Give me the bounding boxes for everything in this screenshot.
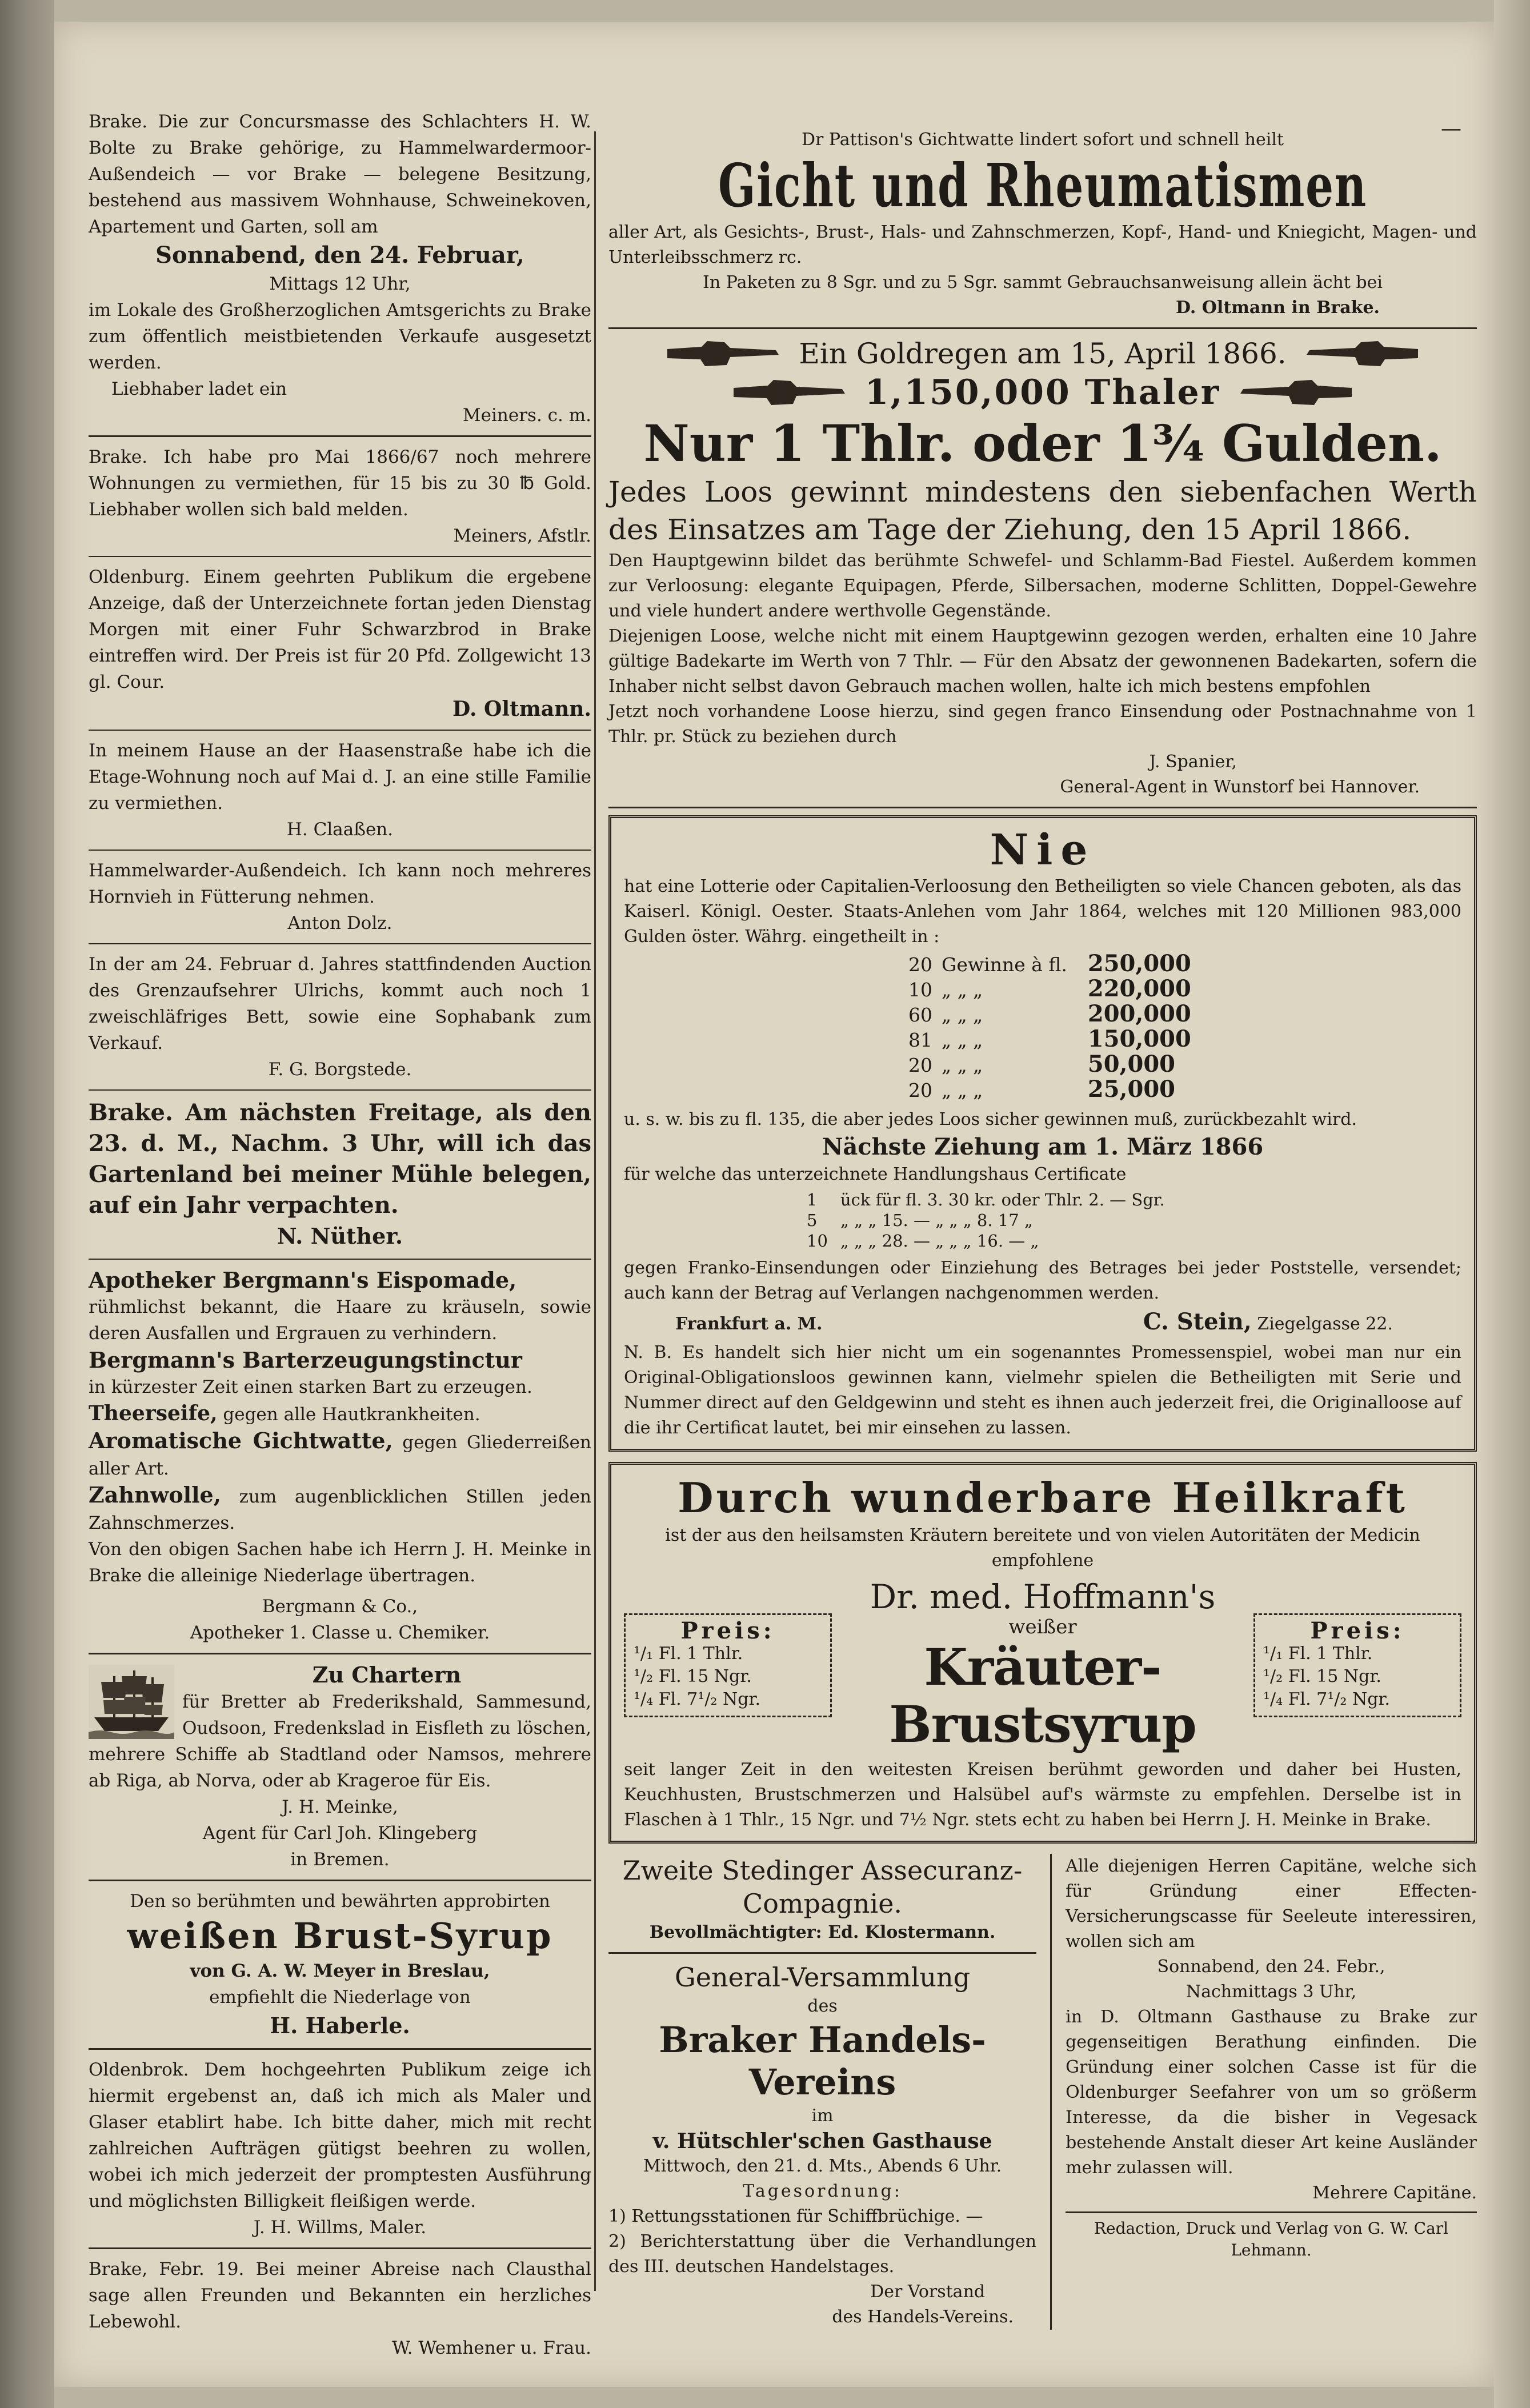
ad-city: Frankfurt a. M. [675,1314,823,1334]
ad-text: ist der aus den heilsamsten Kräutern bereitete und von vielen Autoritäten der Medicin empfohlene [665,1525,1420,1570]
ad-auction [89,951,591,1083]
ad-gartenland [89,1097,591,1252]
price-box-left [624,1613,832,1717]
prize-row [892,1077,1200,1103]
ad-text: Oldenbrok. Dem hochgeehrten Publikum zeige ich hiermit ergebenst an, daß ich mich als Maler und Glaser etablirt habe. Ich bitte daher, mich mit recht zahlreichen Aufträgen gütigst beehren zu wollen, wobei ich mich jederzeit der promptesten Ausführung und möglichsten Billigkeit fleißigen werde. [89,2060,591,2211]
prize-count: 60 [908,1004,932,1026]
divider [608,1952,1036,1954]
ad-price: In Paketen zu 8 Sgr. und zu 5 Sgr. sammt Gebrauchsanweisung allein ächt bei [703,273,1383,293]
headline-price: Nur 1 Thlr. oder 1¾ Gulden. [643,414,1442,473]
ad-text: von G. A. W. Meyer in Breslau, [190,1961,490,1981]
ad-firm: C. Stein, [1143,1308,1252,1335]
certificate-price: ück für fl. 3. 30 kr. oder Thlr. 2. — Sgr. [840,1190,1165,1209]
ad-text: u. s. w. bis zu fl. 135, die aber jedes Loos sicher gewinnen muß, zurückbezahlt wird. [624,1109,1357,1129]
divider [89,1259,591,1260]
prize-amount: 25,000 [1087,1076,1175,1103]
prize-amount: 250,000 [1087,950,1191,977]
certificate-table [807,1189,1177,1251]
ad-text: seit langer Zeit in den weitesten Kreisen berühmt geworden und daher bei Husten, Keuchhusten, Brustschmerzen und Halsübel auf's wärmste zu empfehlen. Derselbe ist in Flaschen à 1 Thlr., 15 Ngr. und 7½ Ngr. stets echt zu haben bei Herrn J. H. Meinke in Brake. [624,1760,1461,1830]
ad-heading: Nie [990,826,1096,875]
product-heading: Zahnwolle, [89,1482,221,1508]
divider [89,943,591,944]
ad-signature: Mehrere Capitäne. [1312,2183,1477,2203]
prize-amount: 220,000 [1087,975,1191,1002]
ad-text: Brake. Am nächsten Freitage, als den 23. d. M., Nachm. 3 Uhr, will ich das Gartenland bei meiner Mühle belegen, auf ein Jahr verpachten. [89,1099,591,1219]
ad-assecuranz-line: Zweite Stedinger Assecuranz- [622,1855,1023,1886]
ad-signature: J. H. Meinke, [282,1797,398,1817]
divider [89,850,591,851]
ad-signature: J. Spanier, [1149,752,1237,772]
prize-amount: 200,000 [1087,1000,1191,1027]
ad-signature: F. G. Borgstede. [268,1059,412,1080]
prize-label: „ „ „ [942,979,983,1001]
ad-wohnungen [89,444,591,549]
agenda-item: 1) Rettungsstationen für Schiffbrüchige. — [608,2206,983,2226]
certificate-price: „ „ „ 15. — „ „ „ 8. 17 „ [840,1211,1033,1230]
prize-count: 20 [908,1054,932,1076]
divider [608,807,1477,808]
ad-heading: weißen Brust-Syrup [127,1915,553,1957]
prize-label: „ „ „ [942,1054,983,1076]
certificate-row [807,1210,1177,1231]
ad-text: Von den obigen Sachen habe ich Herrn J. H. Meinke in Brake die alleinige Niederlage übertragen. [89,1539,591,1586]
product-heading: Bergmann's Barterzeugungstinctur [89,1347,522,1373]
ad-date: Mittwoch, den 21. d. Mts., Abends 6 Uhr. [643,2156,1002,2176]
column-divider [594,131,596,2291]
agenda-item: 2) Berichterstattung über die Verhandlungen des III. deutschen Handelstages. [608,2231,1037,2277]
ad-text: Brake. Ich habe pro Mai 1866/67 noch mehrere Wohnungen zu vermiethen, für 15 bis zu 30 ℔ Gold. Liebhaber wollen sich bald melden. [89,447,591,520]
ad-brust-syrup [89,1888,591,2041]
ad-signature: W. Wemhener u. Frau. [392,2338,591,2358]
product-title [832,1578,1253,1753]
prize-count: 10 [908,979,932,1001]
ad-text: für Bretter ab Frederikshald, Sammesund, Oudsoon, Fredenkslad in Eisfleth zu löschen, mehrere Schiffe ab Stadtland oder Namsos, mehrere ab Riga, ab Norva, oder ab Krageroe für Eis. [89,1692,591,1791]
prize-row [892,1027,1200,1052]
ad-assecuranz-agent: Bevollmächtigter: Ed. Klostermann. [649,1922,996,1942]
ad-signature: Anton Dolz. [287,913,392,933]
certificate-count: 1 [807,1190,818,1209]
divider [608,327,1477,329]
ad-date: Sonnabend, den 24. Februar, [155,242,524,269]
product-text: in kürzester Zeit einen starken Bart zu erzeugen. [89,1377,532,1397]
ad-signature: General-Agent in Wunstorf bei Hannover. [1060,777,1420,797]
headline-goldregen: Ein Goldregen am 15, April 1866. [799,337,1287,370]
prize-label: „ „ „ [942,1029,983,1051]
product-maker: Dr. med. Hoffmann's [870,1577,1216,1616]
lower-section [608,1854,1477,2330]
ad-text: Diejenigen Loose, welche nicht mit einem Hauptgewinn gezogen werden, erhalten eine 10 Jahre gültige Badekarte im Werth von 7 Thlr. — Für den Absatz der gewonnenen Badekarten, sofern die Inhaber nicht selbst davon Gebrauch machen wollen, halte ich mich bestens empfohlen [608,626,1477,696]
price-heading: Preis: [1310,1617,1405,1644]
ad-signature: Meiners. c. m. [462,405,591,426]
price-line: ¹/₂ Fl. 15 Ngr. [1263,1666,1381,1686]
price-line: ¹/₁ Fl. 1 Thlr. [634,1644,743,1664]
divider [89,1653,591,1654]
product-heading: Apotheker Bergmann's Eispomade, [89,1267,517,1293]
product-text: zum augenblicklichen Stillen jeden Zahnschmerzes. [89,1487,591,1533]
product-heading: Theerseife, [89,1401,218,1425]
product-row [624,1578,1461,1753]
pointing-hand-icon [667,336,782,371]
ad-heading: Gicht und Rheumatismen [718,150,1367,221]
certificate-price: „ „ „ 28. — „ „ „ 16. — „ [840,1231,1039,1251]
prize-amount: 150,000 [1087,1025,1191,1052]
ad-signature: Der Vorstand [870,2282,986,2302]
right-column [608,129,1477,2330]
book-binding [0,0,54,2408]
ad-body: im Lokale des Großherzoglichen Amtsgerichts zu Brake zum öffentlich meistbietenden Verkaufe ausgesetzt werden. [89,300,591,373]
ad-date: Sonnabend, den 24. Febr., [1157,1957,1385,1977]
ad-etage-wohnung [89,738,591,843]
ad-signature: D. Oltmann in Brake. [1175,298,1380,318]
ad-note: N. B. Es handelt sich hier nicht um ein sogenanntes Promessenspiel, wobei man nur ein Original-Obligationsloos gewinnen kann, vielmehr spielen die Betheiligten mit Serie und Nummer direct auf den Geldgewinn und steht es ihnen auch jederzeit frei, die Originalloose auf die ihr Certificat lautet, bei mir einsehen zu lassen. [624,1343,1461,1438]
ad-text: empfiehlt die Niederlage von [209,1987,471,2008]
certificate-count: 10 [807,1231,828,1251]
ad-hoffmann [608,1462,1477,1844]
prize-row [892,952,1200,977]
page-mark: — [1441,117,1461,141]
imprint: Redaction, Druck und Verlag von G. W. Carl Lehmann. [1066,2211,1477,2261]
price-line: ¹/₄ Fl. 7¹/₂ Ngr. [1263,1689,1390,1709]
divider [89,730,591,731]
pointing-hand-icon [1237,375,1352,410]
ad-bergmann [89,1267,591,1646]
divider [89,2048,591,2050]
ad-text: Brake, Febr. 19. Bei meiner Abreise nach Clausthal sage allen Freunden und Bekannten ein herzliches Lebewohl. [89,2259,591,2332]
ad-signature: Agent für Carl Joh. Klingeberg [202,1823,478,1844]
ad-signature: N. Nüther. [277,1223,403,1249]
pointing-hand-icon [734,375,848,410]
ad-gichtwatte [608,129,1477,320]
ad-signature: Bergmann & Co., [262,1596,418,1617]
certificate-row [807,1189,1177,1210]
ad-address: Ziegelgasse 22. [1257,1314,1393,1334]
prize-label: Gewinne à fl. [942,953,1067,976]
headline-row [608,371,1477,414]
headline-thaler: 1,150,000 Thaler [864,372,1221,412]
product-qualifier: weißer [1008,1616,1077,1638]
ship-icon [89,1665,174,1739]
prize-count: 20 [908,953,932,976]
ad-signature: Meiners, Afstlr. [453,526,591,546]
ad-heading: Zu Chartern [312,1662,462,1688]
ad-intro: Dr Pattison's Gichtwatte lindert sofort und schnell heilt [802,130,1284,150]
prize-row [892,977,1200,1002]
ad-text: Hammelwarder-Außendeich. Ich kann noch mehreres Hornvieh in Fütterung nehmen. [89,860,591,907]
certificate-row [807,1231,1177,1251]
product-text: gegen alle Hautkrankheiten. [223,1404,480,1425]
ad-invite: Liebhaber ladet ein [111,379,287,399]
divider [89,1880,591,1881]
ad-text: Alle diejenigen Herren Capitäne, welche sich für Gründung einer Effecten-Versicherungscasse für Seeleute interessiren, wollen sich am [1066,1856,1477,1952]
prize-row [892,1052,1200,1077]
ad-heading: Durch wunderbare Heilkraft [678,1473,1408,1522]
prize-amount: 50,000 [1087,1051,1175,1077]
product-text: rühmlichst bekannt, die Haare zu kräuseln, sowie deren Ausfallen und Ergrauen zu verhindern. [89,1297,591,1344]
lower-right [1052,1854,1477,2330]
price-box-right [1253,1613,1461,1717]
ad-schwarzbrod [89,564,591,723]
pointing-hand-icon [1304,336,1418,371]
ad-versammlung-head: General-Versammlung [675,1962,971,1993]
ad-time: Mittags 12 Uhr, [269,274,411,294]
ad-signature: H. Claaßen. [286,819,394,840]
price-line: ¹/₂ Fl. 15 Ngr. [634,1666,752,1686]
ad-lebewohl [89,2256,591,2361]
ad-signature: in Bremen. [290,1849,390,1870]
prize-count: 20 [908,1079,932,1101]
prize-row [892,1002,1200,1027]
ad-text: In meinem Hause an der Haasenstraße habe ich die Etage-Wohnung noch auf Mai d. J. an eine stille Familie zu vermiethen. [89,740,591,814]
page-edge [1494,0,1530,2408]
divider [89,1089,591,1091]
ad-text: gegen Franko-Einsendungen oder Einziehung des Betrages bei jeder Poststelle, versendet; auch kann der Betrag auf Verlangen nachgenommen werden. [624,1258,1461,1303]
ad-lead: Jedes Loos gewinnt mindestens den siebenfachen Werth des Einsatzes am Tage der Ziehung, den 15 April 1866. [608,475,1477,546]
lower-left [608,1854,1052,2330]
ad-text: In der am 24. Februar d. Jahres stattfindenden Auction des Grenzaufsehrer Ulrichs, kommt auch noch 1 zweischläfriges Bett, sowie eine Sophabank zum Verkauf. [89,954,591,1053]
ad-text: für welche das unterzeichnete Handlungshaus Certificate [624,1164,1127,1184]
prize-count: 81 [908,1029,932,1051]
divider [89,2247,591,2249]
ad-time: Nachmittags 3 Uhr, [1185,1982,1357,2002]
product-text: gegen Gliederreißen aller Art. [89,1432,591,1479]
product-name: Kräuter-Brustsyrup [889,1637,1196,1754]
ad-versammlung-title: Braker Handels-Vereins [659,2019,986,2103]
ad-signature: des Handels-Vereins. [832,2307,1014,2327]
price-line: ¹/₄ Fl. 7¹/₂ Ngr. [634,1689,760,1709]
ad-signature: D. Oltmann. [452,697,591,721]
left-column [89,109,591,2367]
ad-sender-row [624,1309,1461,1337]
ad-maler [89,2057,591,2241]
ad-signature: Apotheker 1. Classe u. Chemiker. [190,1622,490,1643]
ad-text: in D. Oltmann Gasthause zu Brake zur gegenseitigen Berathung einfinden. Die Gründung einer solchen Casse ist für die Oldenburger Seefahrer von um so größerm Interesse, da die bisher in Vegesack bestehende Anstalt dieser Art keine Ausländer mehr zulassen will. [1066,2007,1477,2178]
price-line: ¹/₁ Fl. 1 Thlr. [1263,1644,1373,1664]
ad-assecuranz-line: Compagnie. [743,1888,903,1919]
ad-text: Den Hauptgewinn bildet das berühmte Schwefel- und Schlamm-Bad Fiestel. Außerdem kommen zur Verloosung: elegante Equipagen, Pferde, Silbersachen, moderne Schlitten, Doppel-Gewehre und viele hundert andere werthvolle Gegenstände. [608,551,1477,621]
headline-row [608,336,1477,371]
ad-signature: H. Haberle. [270,2013,410,2038]
ad-text: Jetzt noch vorhandene Loose hierzu, sind gegen franco Einsendung oder Postnachnahme von 1 Thlr. pr. Stück zu beziehen durch [608,702,1477,747]
ad-chartern [89,1661,591,1873]
price-heading: Preis: [680,1617,775,1644]
ad-lotterie [608,815,1477,1452]
ad-text: Brake. Die zur Concursmasse des Schlachters H. W. Bolte zu Brake gehörige, zu Hammelwardermoor-Außendeich — vor Brake — belegene Besitzung, bestehend aus massivem Wohnhause, Schweinekoven, Apartement und Garten, soll am [89,111,591,237]
divider [89,556,591,557]
prize-label: „ „ „ [942,1004,983,1026]
ad-hornvieh [89,858,591,936]
prize-table [892,952,1200,1103]
ad-text: aller Art, als Gesichts-, Brust-, Hals- und Zahnschmerzen, Kopf-, Hand- und Kniegicht, Magen- und Unterleibsschmerz rc. [608,222,1477,267]
ad-text: Oldenburg. Einem geehrten Publikum die ergebene Anzeige, daß der Unterzeichnete fortan jeden Dienstag Morgen mit einer Fuhr Schwarzbrod in Brake eintreffen wird. Der Preis ist für 20 Pfd. Zollgewicht 13 gl. Cour. [89,567,591,692]
ad-text: im [811,2106,834,2126]
divider [89,435,591,437]
ad-next-draw: Nächste Ziehung am 1. März 1866 [822,1133,1264,1160]
ad-text: hat eine Lotterie oder Capitalien-Verloosung den Betheiligten so viele Chancen geboten, als das Kaiserl. Königl. Oester. Staats-Anlehen vom Jahr 1864, welches mit 120 Millionen 983,000 Gulden öster. Währg. eingetheilt in : [624,876,1461,947]
product-heading: Aromatische Gichtwatte, [89,1428,393,1453]
prize-label: „ „ „ [942,1079,983,1101]
ad-agenda: Tagesordnung: [743,2181,902,2201]
certificate-count: 5 [807,1211,818,1230]
ad-text: des [807,1996,838,2016]
ad-location: v. Hütschler'schen Gasthause [652,2129,992,2153]
ad-concursmasse [89,109,591,428]
ad-goldregen [608,336,1477,800]
ad-text: Den so berühmten und bewährten approbirten [130,1891,550,1912]
ad-signature: J. H. Willms, Maler. [253,2217,427,2238]
